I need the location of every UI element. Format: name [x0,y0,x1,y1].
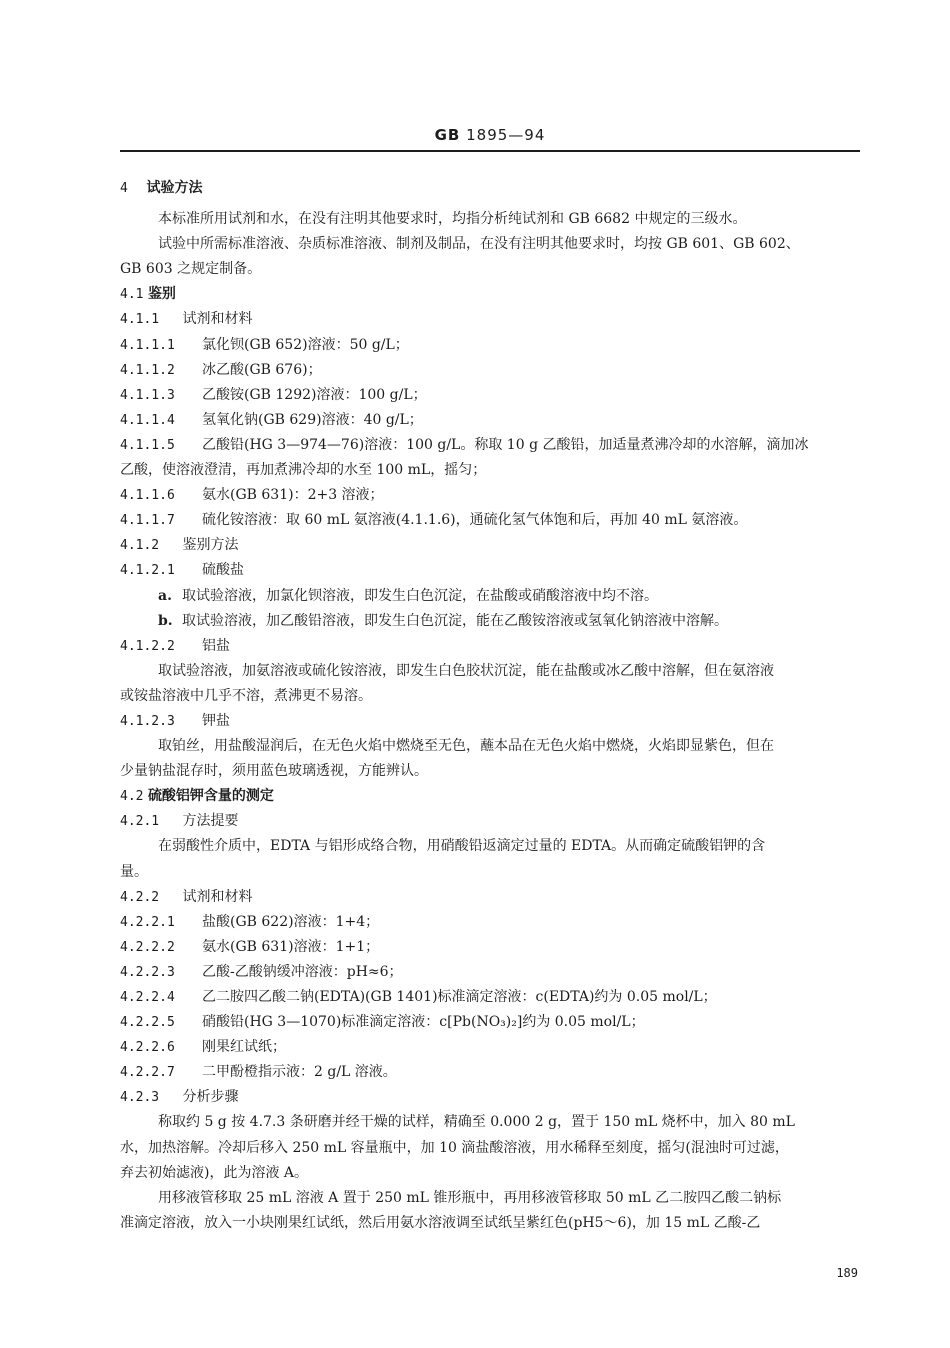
reagent-item: 4.1.1.5 乙酸铅(HG 3—974—76)溶液：100 g/L。称取 10 g 乙酸铅，加适量煮沸冷却的水溶解，滴加冰 [120,436,809,453]
subsection-heading: 4.1 鉴别 [120,286,176,303]
subsection-heading: 4.2 硫酸铝钾含量的测定 [120,788,274,805]
reagent-item: 4.2.2.5 硝酸铅(HG 3—1070)标准滴定溶液：c[Pb(NO₃)₂]约为 0.05 mol/L； [120,1014,645,1031]
paragraph-continuation: 弃去初始滤液)，此为溶液 A。 [120,1164,309,1181]
paragraph-continuation: 准滴定溶液，放入一小块刚果红试纸，然后用氨水溶液调至试纸呈紫红色(pH5～6)，加 15 mL 乙酸-乙 [120,1214,761,1231]
paragraph-continuation: 或铵盐溶液中几乎不溶，煮沸更不易溶。 [120,687,372,704]
paragraph: 称取约 5 g 按 4.7.3 条研磨并经干燥的试样，精确至 0.000 2 g，置于 150 mL 烧杯中，加入 80 mL [158,1114,795,1131]
paragraph-continuation: 少量钠盐混存时，须用蓝色玻璃透视，方能辨认。 [120,763,428,780]
paragraph-continuation: 量。 [120,863,148,880]
reagent-item: 4.1.1.4 氢氧化钠(GB 629)溶液：40 g/L； [120,411,423,428]
reagent-item: 4.2.2.7 二甲酚橙指示液：2 g/L 溶液。 [120,1064,397,1081]
reagent-item: 4.1.1.2 冰乙酸(GB 676)； [120,361,322,378]
clause-heading: 4.1.2.1 硫酸盐 [120,562,244,579]
reagent-item: 4.2.2.4 乙二胺四乙酸二钠(EDTA)(GB 1401)标准滴定溶液：c(EDTA)约为 0.05 mol/L； [120,989,717,1005]
reagent-item: 4.2.2.2 氨水(GB 631)溶液：1+1； [120,938,380,955]
reagent-item: 4.1.1.3 乙酸铵(GB 1292)溶液：100 g/L； [120,386,427,403]
reagent-item: 4.1.1.6 氨水(GB 631)：2+3 溶液； [120,487,384,504]
reagent-item: 4.1.1.1 氯化钡(GB 652)溶液：50 g/L； [120,336,409,353]
paragraph-continuation: GB 603 之规定制备。 [120,261,262,278]
paragraph: 取试验溶液，加氨溶液或硫化铵溶液，即发生白色胶状沉淀，能在盐酸或冰乙酸中溶解，但在氨溶液 [158,662,774,679]
paragraph: 试验中所需标准溶液、杂质标准溶液、制剂及制品，在没有注明其他要求时，均按 GB 601、GB 602、 [158,236,800,253]
standard-number: 1895—94 [466,126,546,144]
standard-code: GB [434,126,461,144]
clause-heading: 4.2.2 试剂和材料 [120,888,253,905]
reagent-item: 4.2.2.6 刚果红试纸； [120,1039,286,1056]
paragraph: 取铂丝，用盐酸湿润后，在无色火焰中燃烧至无色，蘸本品在无色火焰中燃烧，火焰即显紫色，但在 [158,738,774,755]
section-heading: 4 试验方法 [120,180,203,196]
paragraph: 本标准所用试剂和水，在没有注明其他要求时，均指分析纯试剂和 GB 6682 中规定的三级水。 [158,211,747,228]
page-header [120,126,860,144]
list-item: b. 取试验溶液，加乙酸铅溶液，即发生白色沉淀，能在乙酸铵溶液或氢氧化钠溶液中溶解。 [158,612,728,629]
clause-heading: 4.2.1 方法提要 [120,813,239,830]
reagent-item: 4.2.2.3 乙酸-乙酸钠缓冲溶液：pH≈6； [120,963,403,980]
page-number: 189 [836,1266,858,1280]
clause-heading: 4.1.2 鉴别方法 [120,537,239,554]
reagent-item: 4.2.2.1 盐酸(GB 622)溶液：1+4； [120,913,380,930]
clause-heading: 4.2.3 分析步骤 [120,1089,239,1106]
paragraph-continuation: 水，加热溶解。冷却后移入 250 mL 容量瓶中，加 10 滴盐酸溶液，用水稀释至刻度，摇匀(混浊时可过滤， [120,1139,789,1156]
paragraph: 用移液管移取 25 mL 溶液 A 置于 250 mL 锥形瓶中，再用移液管移取 50 mL 乙二胺四乙酸二钠标 [158,1189,782,1206]
clause-heading: 4.1.2.3 钾盐 [120,712,230,729]
list-item: a. 取试验溶液，加氯化钡溶液，即发生白色沉淀，在盐酸或硝酸溶液中均不溶。 [158,587,658,604]
paragraph: 在弱酸性介质中，EDTA 与铝形成络合物，用硝酸铅返滴定过量的 EDTA。从而确定硫酸铝钾的含 [158,838,766,855]
document-body [120,176,860,1236]
clause-heading: 4.1.2.2 铝盐 [120,637,230,654]
reagent-item-continuation: 乙酸，使溶液澄清，再加煮沸冷却的水至 100 mL，摇匀； [120,462,487,479]
reagent-item: 4.1.1.7 硫化铵溶液：取 60 mL 氨溶液(4.1.1.6)，通硫化氢气体饱和后，再加 40 mL 氨溶液。 [120,512,748,529]
clause-heading: 4.1.1 试剂和材料 [120,311,253,328]
header-rule [120,150,860,152]
